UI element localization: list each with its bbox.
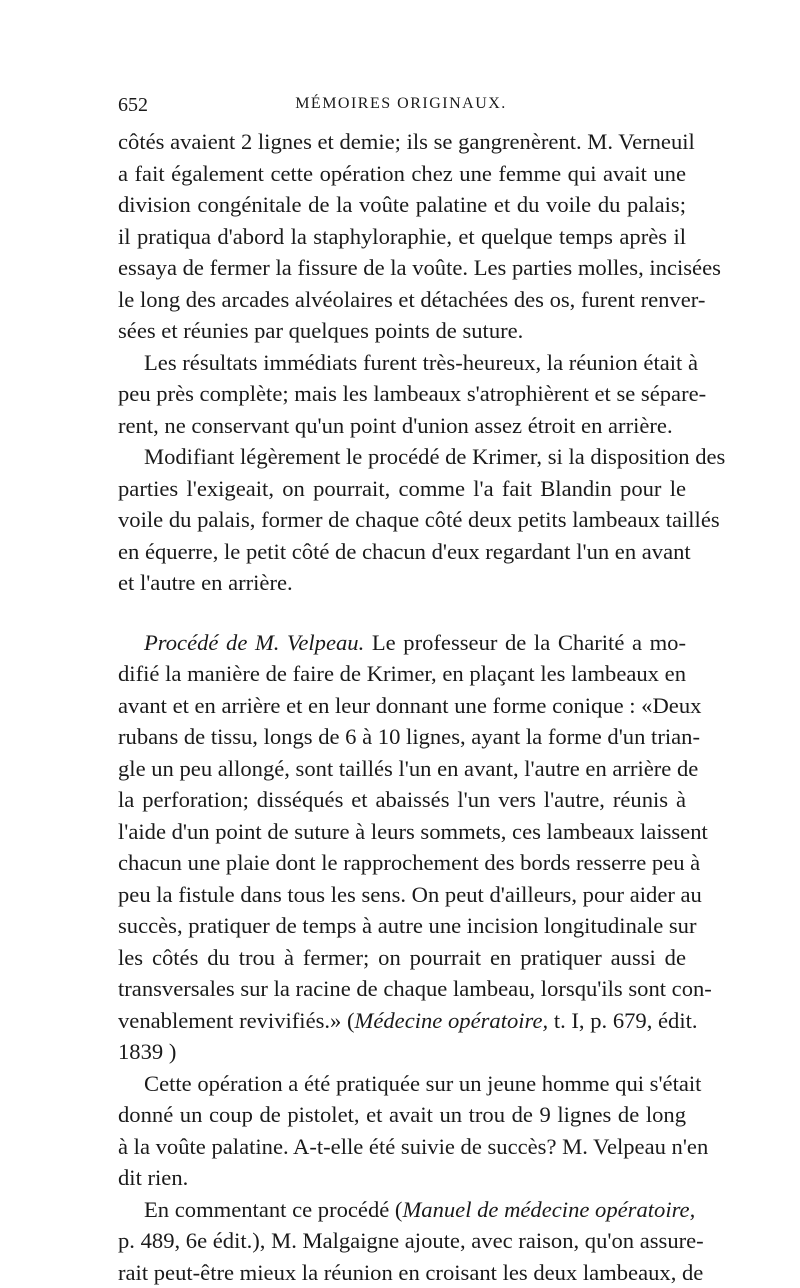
section-title: Procédé de M. Velpeau. bbox=[144, 630, 364, 655]
text-line: gle un peu allongé, sont taillés l'un en avant, l'autre en arrière de bbox=[118, 753, 686, 785]
text-line: peu près complète; mais les lambeaux s'atrophièrent et se sépare- bbox=[118, 378, 686, 410]
text-fragment: venablement revivifiés.» ( bbox=[118, 1008, 355, 1033]
text-line: a fait également cette opération chez une femme qui avait une bbox=[118, 158, 686, 190]
text-line: en équerre, le petit côté de chacun d'eux regardant l'un en avant bbox=[118, 536, 686, 568]
text-line: voile du palais, former de chaque côté deux petits lambeaux taillés bbox=[118, 504, 686, 536]
text-line: les côtés du trou à fermer; on pourrait en pratiquer aussi de bbox=[118, 942, 686, 974]
text-line: division congénitale de la voûte palatine et du voile du palais; bbox=[118, 189, 686, 221]
text-line: dit rien. bbox=[118, 1162, 686, 1194]
citation-title: Médecine opératoire, bbox=[355, 1008, 549, 1033]
text-line: rent, ne conservant qu'un point d'union assez étroit en arrière. bbox=[118, 410, 686, 442]
text-line: rubans de tissu, longs de 6 à 10 lignes, ayant la forme d'un trian- bbox=[118, 721, 686, 753]
text-line: Modifiant légèrement le procédé de Krimer, si la disposition des bbox=[118, 441, 686, 473]
text-line: succès, pratiquer de temps à autre une incision longitudinale sur bbox=[118, 910, 686, 942]
text-line: transversales sur la racine de chaque lambeau, lorsqu'ils sont con- bbox=[118, 973, 686, 1005]
text-line: peu la fistule dans tous les sens. On peut d'ailleurs, pour aider au bbox=[118, 879, 686, 911]
text-line: Cette opération a été pratiquée sur un jeune homme qui s'était bbox=[118, 1068, 686, 1100]
text-line: chacun une plaie dont le rapprochement des bords resserre peu à bbox=[118, 847, 686, 879]
text-line: essaya de fermer la fissure de la voûte. Les parties molles, incisées bbox=[118, 252, 686, 284]
text-fragment: En commentant ce procédé ( bbox=[144, 1197, 402, 1222]
citation-title: Manuel de médecine opératoire, bbox=[402, 1197, 695, 1222]
text-line: Les résultats immédiats furent très-heureux, la réunion était à bbox=[118, 347, 686, 379]
text-fragment: t. I, p. 679, édit. bbox=[548, 1008, 697, 1033]
text-line bbox=[118, 1005, 686, 1037]
text-line: difié la manière de faire de Krimer, en plaçant les lambeaux en bbox=[118, 658, 686, 690]
text-line: le long des arcades alvéolaires et détachées des os, furent renver- bbox=[118, 284, 686, 316]
text-line: et l'autre en arrière. bbox=[118, 567, 686, 599]
running-head: MÉMOIRES ORIGINAUX. bbox=[118, 95, 684, 113]
text-line: à la voûte palatine. A-t-elle été suivie de succès? M. Velpeau n'en bbox=[118, 1131, 686, 1163]
text-fragment: Le professeur de la Charité a mo- bbox=[364, 630, 686, 655]
text-line: p. 489, 6e édit.), M. Malgaigne ajoute, avec raison, qu'on assure- bbox=[118, 1225, 686, 1257]
text-line: sées et réunies par quelques points de suture. bbox=[118, 315, 686, 347]
text-line: côtés avaient 2 lignes et demie; ils se gangrenèrent. M. Verneuil bbox=[118, 126, 686, 158]
text-line: parties l'exigeait, on pourrait, comme l'a fait Blandin pour le bbox=[118, 473, 686, 505]
page-number: 652 bbox=[118, 94, 148, 117]
text-line: rait peut-être mieux la réunion en croisant les deux lambeaux, de bbox=[118, 1257, 686, 1288]
text-line: avant et en arrière et en leur donnant une forme conique : «Deux bbox=[118, 690, 686, 722]
body-text bbox=[118, 126, 686, 1288]
text-line: l'aide d'un point de suture à leurs sommets, ces lambeaux laissent bbox=[118, 816, 686, 848]
text-line: donné un coup de pistolet, et avait un trou de 9 lignes de long bbox=[118, 1099, 686, 1131]
text-line: il pratiqua d'abord la staphyloraphie, et quelque temps après il bbox=[118, 221, 686, 253]
text-line bbox=[118, 627, 686, 659]
text-line: la perforation; disséqués et abaissés l'un vers l'autre, réunis à bbox=[118, 784, 686, 816]
text-line: 1839 ) bbox=[118, 1036, 686, 1068]
text-line bbox=[118, 1194, 686, 1226]
section-gap bbox=[118, 599, 686, 627]
page-header bbox=[118, 94, 684, 122]
